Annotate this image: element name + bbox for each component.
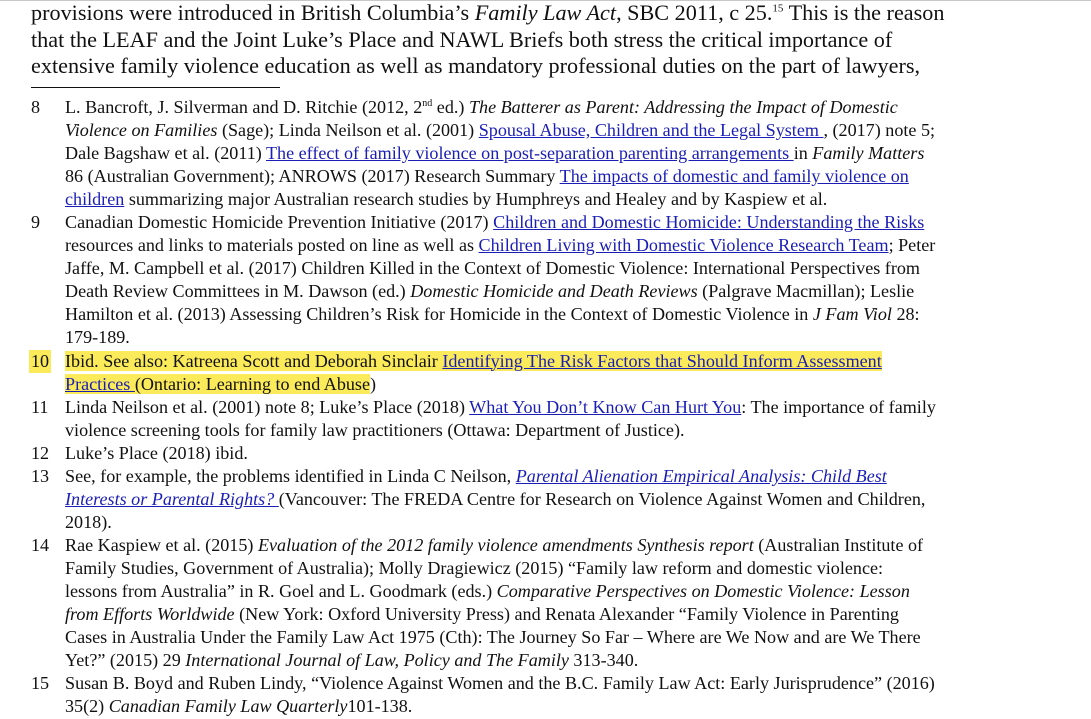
text: 86 (Australian Government); ANROWS (2017) Research Summary: [65, 166, 560, 187]
link-impacts-violence[interactable]: The impacts of domestic and family violence on: [559, 166, 909, 187]
footnote-line: violence screening tools for family law practitioners (Ottawa: Department of Justice).: [65, 419, 685, 440]
link-identifying-risk-cont[interactable]: Practices: [65, 373, 135, 394]
italic-title: Violence on Families: [65, 120, 218, 141]
footnote-line: [0, 234, 1091, 257]
body-text: This is the reason: [783, 0, 945, 25]
text: ed.): [432, 97, 469, 117]
text: : The importance of family: [741, 396, 936, 417]
footnote-line: [0, 488, 1091, 511]
footnote-line: [0, 695, 1091, 718]
text: summarizing major Australian research studies by Humphreys and Healey and by Kaspiew et al.: [124, 189, 828, 210]
italic-title: Domestic Homicide and Death Reviews: [410, 281, 698, 302]
text: See, for example, the problems identified in Linda C Neilson,: [65, 465, 516, 486]
link-children-living[interactable]: Children Living with Domestic Violence Research Team: [478, 235, 889, 256]
footnote-13: [0, 465, 1091, 534]
text: Death Review Committees in M. Dawson (ed.): [65, 281, 411, 302]
italic-title: Family Matters: [812, 143, 925, 164]
text: (Vancouver: The FREDA Centre for Research on Violence Against Women and Children,: [278, 488, 926, 509]
text: , (2017) note 5;: [823, 120, 936, 141]
footnote-number: 14: [31, 534, 50, 555]
text: Rae Kaspiew et al. (2015): [65, 534, 258, 555]
footnote-number: 11: [31, 396, 49, 417]
text: Canadian Domestic Homicide Prevention Initiative (2017): [65, 212, 494, 233]
text: (Sage); Linda Neilson et al. (2001): [217, 120, 479, 141]
body-line: extensive family violence education as well as mandatory professional duties on the part of lawyers,: [31, 53, 921, 78]
footnote-15: [0, 672, 1091, 718]
footnote-line: [0, 580, 1091, 603]
text: (Palgrave Macmillan); Leslie: [697, 281, 915, 302]
link-impacts-violence-cont[interactable]: children: [65, 189, 125, 210]
footnote-line: [0, 96, 1091, 119]
footnote-line: Luke’s Place (2018) ibid.: [65, 442, 248, 463]
italic-title: The Batterer as Parent: Addressing the Impact of Domestic: [468, 97, 898, 117]
footnote-separator: [31, 87, 280, 88]
footnote-line: [0, 396, 1091, 419]
italic-title: Comparative Perspectives on Domestic Violence: Lesson: [496, 580, 910, 601]
footnote-14: [0, 534, 1091, 672]
footnote-line: [0, 280, 1091, 303]
footnote-line: Cases in Australia Under the Family Law Act 1975 (Cth): The Journey So Far – Where are We Now and are We There: [65, 627, 921, 648]
footnote-number: 12: [31, 442, 50, 463]
footnote-line: [0, 534, 1091, 557]
footnote-line: [0, 142, 1091, 165]
body-line: [31, 0, 1091, 27]
footnote-line: Susan B. Boyd and Ruben Lindy, “Violence Against Women and the B.C. Family Law Act: Early Jurisprudence” (2016): [65, 673, 935, 694]
text: Yet?” (2015) 29: [65, 650, 186, 671]
italic-title: from Efforts Worldwide: [65, 604, 235, 625]
superscript: nd: [422, 97, 433, 109]
link-spousal-abuse[interactable]: Spousal Abuse, Children and the Legal System: [478, 120, 824, 141]
text: (Australian Institute of: [753, 534, 924, 555]
footnote-line: [0, 119, 1091, 142]
link-what-you-dont-know[interactable]: What You Don’t Know Can Hurt You: [469, 396, 742, 417]
footnote-line: [0, 465, 1091, 488]
body-text: , SBC 2011, c 25.: [616, 0, 773, 25]
italic-title: Evaluation of the 2012 family violence amendments Synthesis report: [257, 534, 754, 555]
footnote-8: [0, 96, 1091, 211]
link-children-homicide[interactable]: Children and Domestic Homicide: Understanding the Risks: [493, 212, 925, 233]
footnote-number: 9: [31, 212, 41, 233]
text: L. Bancroft, J. Silverman and D. Ritchie (2012, 2: [65, 97, 423, 117]
text: Linda Neilson et al. (2001) note 8; Luke’s Place (2018): [65, 396, 470, 417]
footnote-line: Jaffe, M. Campbell et al. (2017) Children Killed in the Context of Domestic Violence: International Perspectives from: [65, 258, 920, 279]
footnote-line: [0, 165, 1091, 188]
italic-title: International Journal of Law, Policy and The Family: [185, 650, 569, 671]
text: lessons from Australia” in R. Goel and L. Goodmark (eds.): [65, 580, 497, 601]
link-effect-family-violence[interactable]: The effect of family violence on post-separation parenting arrangements: [265, 143, 794, 164]
footnote-line: Family Studies, Government of Australia); Molly Dragiewicz (2015) “Family law reform and domestic violence:: [65, 557, 884, 578]
footnote-10: [0, 350, 1091, 396]
footnote-line: [0, 649, 1091, 672]
body-text: provisions were introduced in British Columbia’s: [31, 0, 475, 25]
text: 101-138.: [347, 696, 413, 717]
body-paragraph: [31, 0, 1091, 80]
footnote-number: 8: [31, 97, 41, 117]
footnote-line: [0, 211, 1091, 234]
text: resources and links to materials posted on line as well as: [65, 235, 479, 256]
text: Dale Bagshaw et al. (2011): [65, 143, 266, 164]
italic-title: Canadian Family Law Quarterly: [108, 696, 348, 717]
text: in: [793, 143, 813, 164]
body-italic: Family Law Act: [474, 0, 617, 25]
text: ; Peter: [888, 235, 936, 256]
footnote-line: [0, 303, 1091, 326]
footnote-ref[interactable]: 15: [772, 2, 784, 15]
footnote-line: [0, 603, 1091, 626]
footnote-11: [0, 396, 1091, 442]
text: 28:: [891, 304, 920, 325]
footnote-line: [0, 188, 1091, 211]
link-parental-alienation[interactable]: Parental Alienation Empirical Analysis: Child Best: [515, 465, 887, 486]
footnote-line: 179-189.: [65, 327, 130, 348]
highlight: [65, 351, 882, 371]
footnote-line: 2018).: [65, 511, 112, 532]
link-parental-alienation-cont[interactable]: Interests or Parental Rights?: [65, 488, 279, 509]
text: 313-340.: [568, 650, 639, 671]
italic-title: J Fam Viol: [812, 304, 892, 325]
footnote-number: 10: [29, 350, 51, 373]
footnote-line: [0, 373, 1091, 396]
footnote-12: [0, 442, 1091, 465]
footnote-number: 13: [31, 465, 50, 486]
text: 35(2): [65, 696, 109, 717]
footnote-9: [0, 211, 1091, 349]
text: Hamilton et al. (2013) Assessing Children’s Risk for Homicide in the Context of Domestic Violence in: [65, 304, 813, 325]
body-line: that the LEAF and the Joint Luke’s Place and NAWL Briefs both stress the critical importance of: [31, 26, 893, 52]
highlight: [65, 374, 370, 394]
text: ): [370, 373, 377, 394]
footnote-line: [0, 350, 1091, 373]
footnote-number: 15: [31, 673, 50, 694]
footnotes: [0, 96, 1091, 718]
text: (Ontario: Learning to end Abuse: [134, 373, 371, 394]
text: Ibid. See also: Katreena Scott and Deborah Sinclair: [65, 350, 443, 371]
link-identifying-risk[interactable]: Identifying The Risk Factors that Should Inform Assessment: [442, 350, 882, 371]
text: (New York: Oxford University Press) and Renata Alexander “Family Violence in Parenting: [234, 604, 899, 625]
